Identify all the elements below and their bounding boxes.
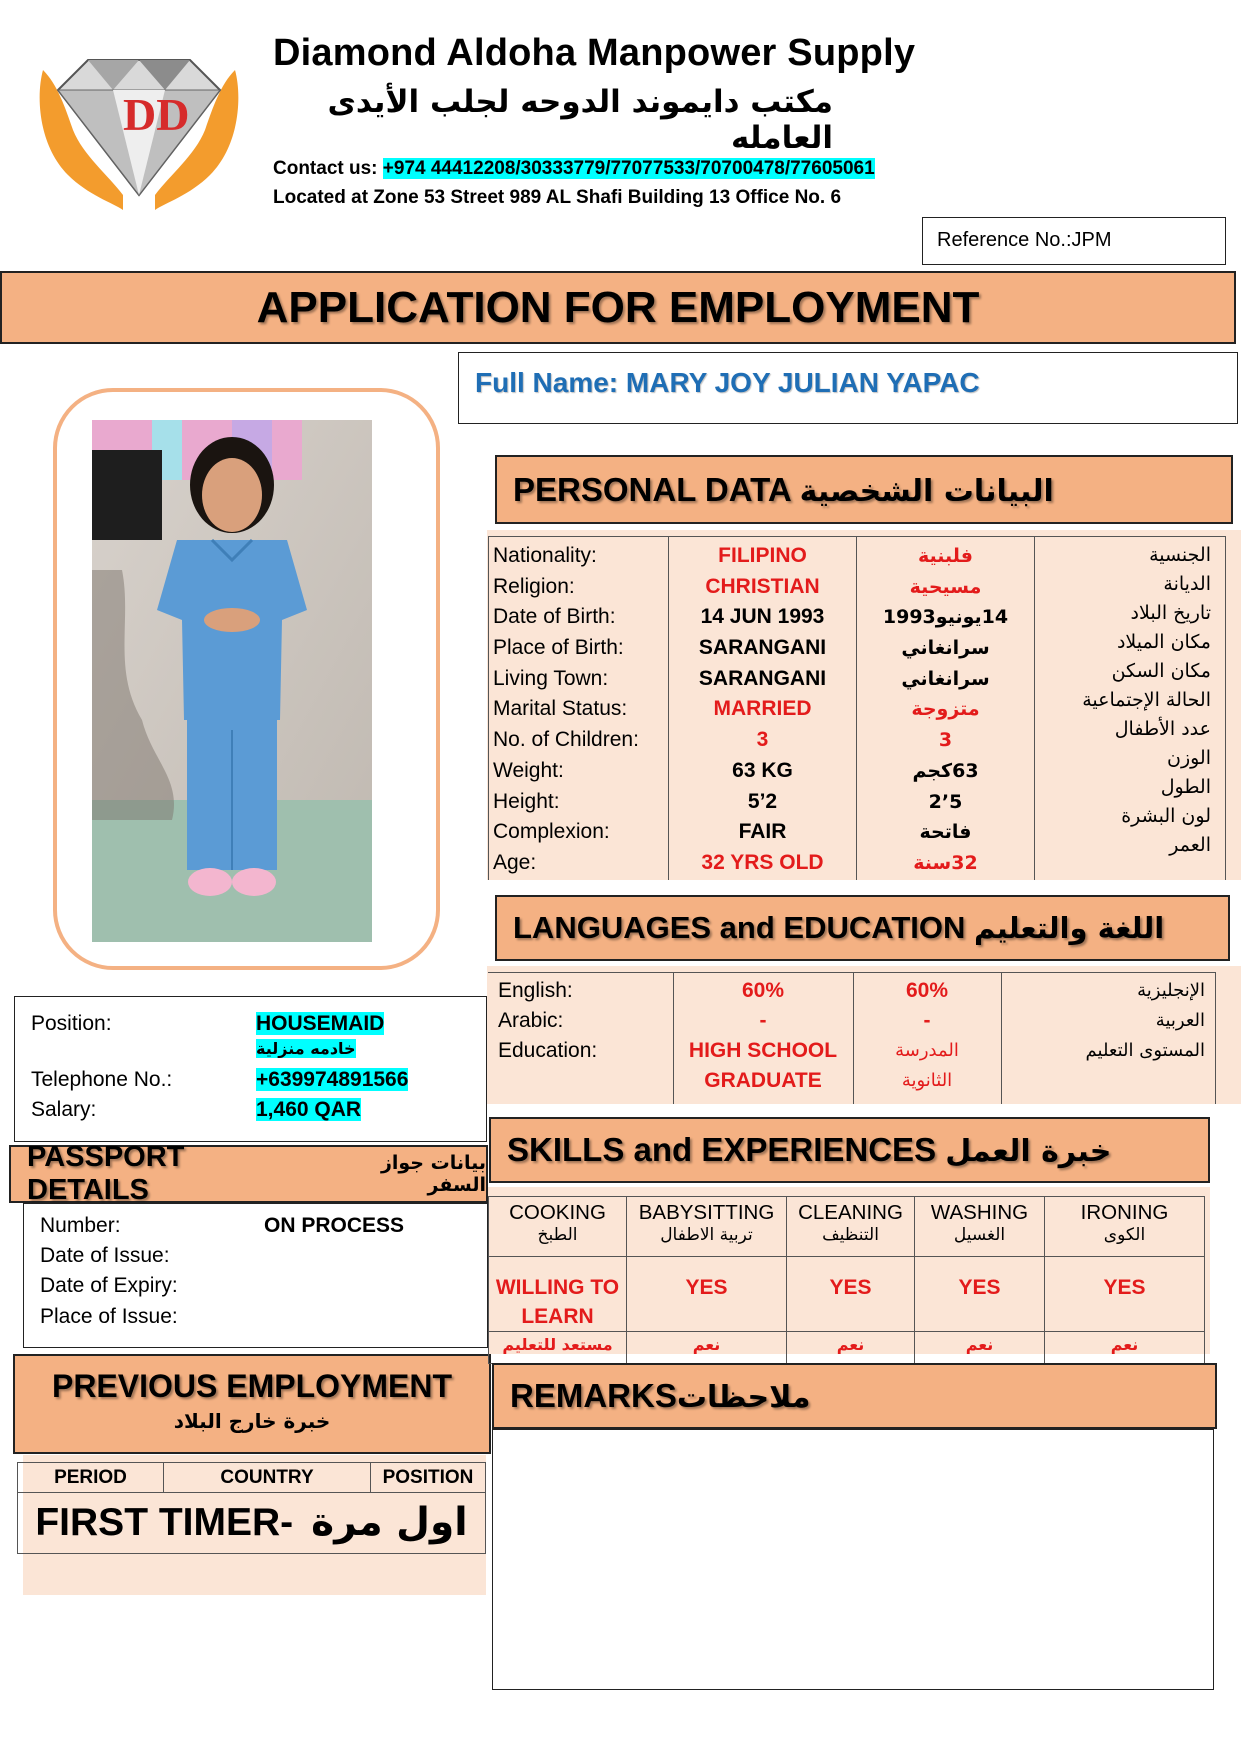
lang-value-arabic: -: [759, 1009, 767, 1032]
skill-name: WASHING: [930, 1201, 1029, 1224]
skill-name: COOKING: [509, 1201, 606, 1224]
lang-values-ar-col: [853, 973, 1001, 1105]
company-address: Located at Zone 53 Street 989 AL Shafi Building 13 Office No. 6: [273, 187, 842, 208]
pd-value-ar: 63كجم: [912, 759, 979, 782]
pd-labels-col: [489, 537, 669, 881]
pd-value-pob: SARANGANI: [698, 636, 827, 660]
pd-value-ar: متزوجة: [911, 698, 980, 721]
skill-name: CLEANING: [798, 1201, 903, 1224]
pd-value-ar: 14يونيو1993: [882, 606, 1009, 629]
pd-value-children: 3: [756, 728, 769, 752]
contact-label: Contact us:: [273, 158, 383, 179]
lang-label-ar: المستوى التعليم: [1085, 1040, 1205, 1061]
lang-value-education-2: GRADUATE: [704, 1069, 822, 1092]
pd-values-ar-col: [857, 537, 1035, 881]
skill-babysitting: [627, 1197, 787, 1257]
previous-employment-title-ar: خبرة خارج البلاد: [173, 1409, 331, 1433]
pd-value-ar: فلبنية: [918, 545, 973, 567]
pd-value-ar: فاتحة: [919, 821, 972, 844]
company-logo: [28, 35, 250, 215]
pd-label: Height:: [493, 789, 560, 813]
personal-data-table: [488, 536, 1226, 880]
lang-label: Education:: [498, 1039, 598, 1062]
pd-label-ar: مكان الميلاد: [1116, 631, 1211, 653]
skill-cooking: [489, 1197, 627, 1257]
pd-value-ar: 5’2: [928, 790, 963, 813]
pd-label-ar: الطول: [1160, 776, 1211, 798]
lang-label-ar: العربية: [1155, 1010, 1205, 1031]
pd-value-marital: MARRIED: [713, 697, 812, 721]
personal-data-title-en: PERSONAL DATA: [513, 470, 791, 508]
pd-value-height: 5’2: [747, 789, 778, 813]
skill-value-washing: YES: [915, 1257, 1045, 1332]
page-title-bar: [0, 271, 1236, 344]
skill-value-cleaning: YES: [787, 1257, 915, 1332]
full-name-box: [458, 352, 1238, 424]
personal-data-header: [495, 455, 1233, 524]
passport-issue-label: Date of Issue:: [40, 1244, 170, 1267]
column-period: PERIOD: [18, 1463, 164, 1493]
passport-number-label: Number:: [40, 1214, 121, 1237]
pd-value-nationality: FILIPINO: [718, 544, 807, 567]
remarks-title: [510, 1377, 810, 1415]
pd-label-ar: الجنسية: [1149, 544, 1211, 566]
skill-name: BABYSITTING: [638, 1201, 775, 1224]
pd-label: Marital Status:: [493, 697, 628, 721]
skill-value-ar: نعم: [627, 1332, 787, 1364]
pd-value-religion: CHRISTIAN: [705, 574, 820, 598]
skill-value-cooking: WILLING TO LEARN: [489, 1257, 627, 1332]
lang-value-ar: 60%: [905, 979, 949, 1002]
remarks-header: [492, 1363, 1217, 1429]
pd-value-ar: 3: [938, 729, 953, 752]
pd-label-ar: عدد الأطفال: [1114, 718, 1211, 740]
pd-value-dob: 14 JUN 1993: [700, 605, 825, 629]
company-name-en: Diamond Aldoha Manpower Supply: [273, 32, 916, 74]
company-name-ar: مكتب دايموند الدوحه لجلب الأيدى العامله: [327, 84, 833, 156]
skill-washing: [915, 1197, 1045, 1257]
pd-label-ar: الوزن: [1166, 747, 1211, 769]
remarks-box: [492, 1429, 1214, 1690]
skill-name-ar: تربية الاطفال: [660, 1225, 753, 1245]
passport-box: [23, 1203, 488, 1348]
skill-name-ar: الكوى: [1103, 1225, 1146, 1245]
skill-value-ar: نعم: [787, 1332, 915, 1364]
lang-value-english: 60%: [741, 979, 785, 1002]
lang-label: Arabic:: [498, 1009, 564, 1032]
passport-expiry-label: Date of Expiry:: [40, 1274, 178, 1297]
pd-label: Living Town:: [493, 666, 609, 690]
skills-header: [489, 1117, 1210, 1183]
languages-table: [488, 972, 1216, 1104]
previous-employment-header: [13, 1354, 491, 1454]
lang-label-ar: الإنجليزية: [1137, 980, 1205, 1001]
pd-label: Religion:: [493, 574, 575, 598]
pd-label: Weight:: [493, 758, 564, 782]
skill-value-ar: مستعد للتعليم: [489, 1332, 627, 1364]
pd-label: Date of Birth:: [493, 605, 616, 629]
skill-name-ar: التنظيف: [822, 1225, 879, 1245]
position-box: [14, 996, 487, 1142]
passport-title-ar: بيانات جواز السفر: [380, 1152, 486, 1196]
position-label: Position:: [31, 1012, 112, 1035]
previous-employment-value-en: FIRST TIMER-: [35, 1500, 294, 1544]
skill-value-ironing: YES: [1045, 1257, 1205, 1332]
lang-value-ar-2: الثانوية: [901, 1070, 953, 1091]
lang-label: English:: [498, 979, 573, 1002]
pd-value-living-town: SARANGANI: [698, 666, 827, 690]
pd-label-ar: الحالة الإجتماعية: [1082, 689, 1211, 711]
skill-name-ar: الغسيل: [953, 1225, 1006, 1245]
personal-data-title-ar: البيانات الشخصية: [799, 473, 1054, 509]
languages-title-en: LANGUAGES and EDUCATION: [513, 910, 966, 945]
pd-label: Age:: [493, 850, 537, 874]
pd-value-ar: 32سنة: [913, 851, 978, 874]
salary-value: 1,460 QAR: [256, 1098, 362, 1121]
pd-label: Place of Birth:: [493, 636, 624, 660]
full-name: Full Name: MARY JOY JULIAN YAPAC: [475, 367, 980, 398]
pd-label: Complexion:: [493, 820, 610, 844]
previous-employment-row: [17, 1492, 486, 1554]
skills-title-en: SKILLS and EXPERIENCES: [507, 1131, 937, 1168]
pd-label-ar: الديانة: [1163, 573, 1211, 595]
lang-value-ar: المدرسة: [895, 1040, 959, 1061]
remarks-title-en: REMARKS: [510, 1377, 677, 1414]
passport-header: [9, 1141, 488, 1206]
skill-ironing: [1045, 1197, 1205, 1257]
page-title: APPLICATION FOR EMPLOYMENT: [256, 282, 980, 332]
pd-label-ar: تاريخ البلاد: [1130, 602, 1211, 624]
remarks-title-ar: ملاحظات: [676, 1380, 811, 1415]
telephone-value: +639974891566: [256, 1068, 409, 1091]
lang-value-ar: -: [923, 1009, 931, 1032]
position-value-en: HOUSEMAID: [256, 1012, 385, 1035]
pd-value-weight: 63 KG: [732, 758, 793, 782]
pd-value-ar: مسيحية: [909, 575, 982, 598]
skills-title-ar: خبرة العمل: [945, 1134, 1112, 1169]
reference-number: Reference No.:JPM: [922, 217, 1226, 265]
pd-value-complexion: FAIR: [738, 820, 787, 844]
skills-table: [488, 1196, 1205, 1364]
languages-header: [495, 895, 1230, 961]
applicant-photo: [92, 420, 372, 942]
pd-labels-ar-col: [1035, 537, 1226, 881]
contact-numbers: +974 44412208/30333779/77077533/70700478/77605061: [382, 158, 875, 179]
pd-label-ar: العمر: [1169, 834, 1211, 856]
lang-labels-col: [488, 973, 673, 1105]
pd-values-col: [669, 537, 857, 881]
salary-label: Salary:: [31, 1098, 97, 1121]
passport-title-en: PASSPORT DETAILS: [27, 1141, 185, 1206]
pd-label-ar: لون البشرة: [1121, 805, 1211, 827]
skill-value-babysitting: YES: [627, 1257, 787, 1332]
lang-labels-ar-col: [1001, 973, 1216, 1105]
languages-title: [513, 910, 1164, 946]
passport-number-value: ON PROCESS: [264, 1214, 405, 1237]
lang-values-col: [673, 973, 853, 1105]
skill-value-ar: نعم: [1045, 1332, 1205, 1364]
contact-line: [273, 158, 875, 180]
column-position: POSITION: [371, 1463, 486, 1493]
passport-place-label: Place of Issue:: [40, 1305, 178, 1328]
telephone-label: Telephone No.:: [31, 1068, 173, 1091]
pd-label: No. of Children:: [493, 728, 639, 752]
previous-employment-value-ar: اول مرة: [311, 1500, 468, 1545]
skill-name-ar: الطبخ: [537, 1225, 578, 1245]
personal-data-title: [513, 471, 1054, 509]
pd-label: Nationality:: [493, 544, 597, 567]
skill-value-ar: نعم: [915, 1332, 1045, 1364]
skill-name: IRONING: [1080, 1201, 1169, 1224]
previous-employment-table: [17, 1462, 486, 1493]
skills-title: [507, 1131, 1111, 1169]
languages-title-ar: اللغة والتعليم: [974, 911, 1165, 945]
position-value: [256, 1012, 384, 1060]
skill-cleaning: [787, 1197, 915, 1257]
pd-value-ar: سرانغاني: [901, 667, 990, 690]
pd-value-ar: سرانغاني: [901, 637, 990, 660]
pd-value-age: 32 YRS OLD: [701, 850, 824, 874]
previous-employment-title-en: PREVIOUS EMPLOYMENT: [51, 1368, 453, 1404]
position-value-ar: خادمه منزلية: [256, 1039, 356, 1058]
svg-text:DD: DD: [123, 89, 190, 140]
column-country: COUNTRY: [164, 1463, 371, 1493]
lang-value-education: HIGH SCHOOL: [688, 1039, 838, 1062]
pd-label-ar: مكان السكن: [1111, 660, 1211, 682]
